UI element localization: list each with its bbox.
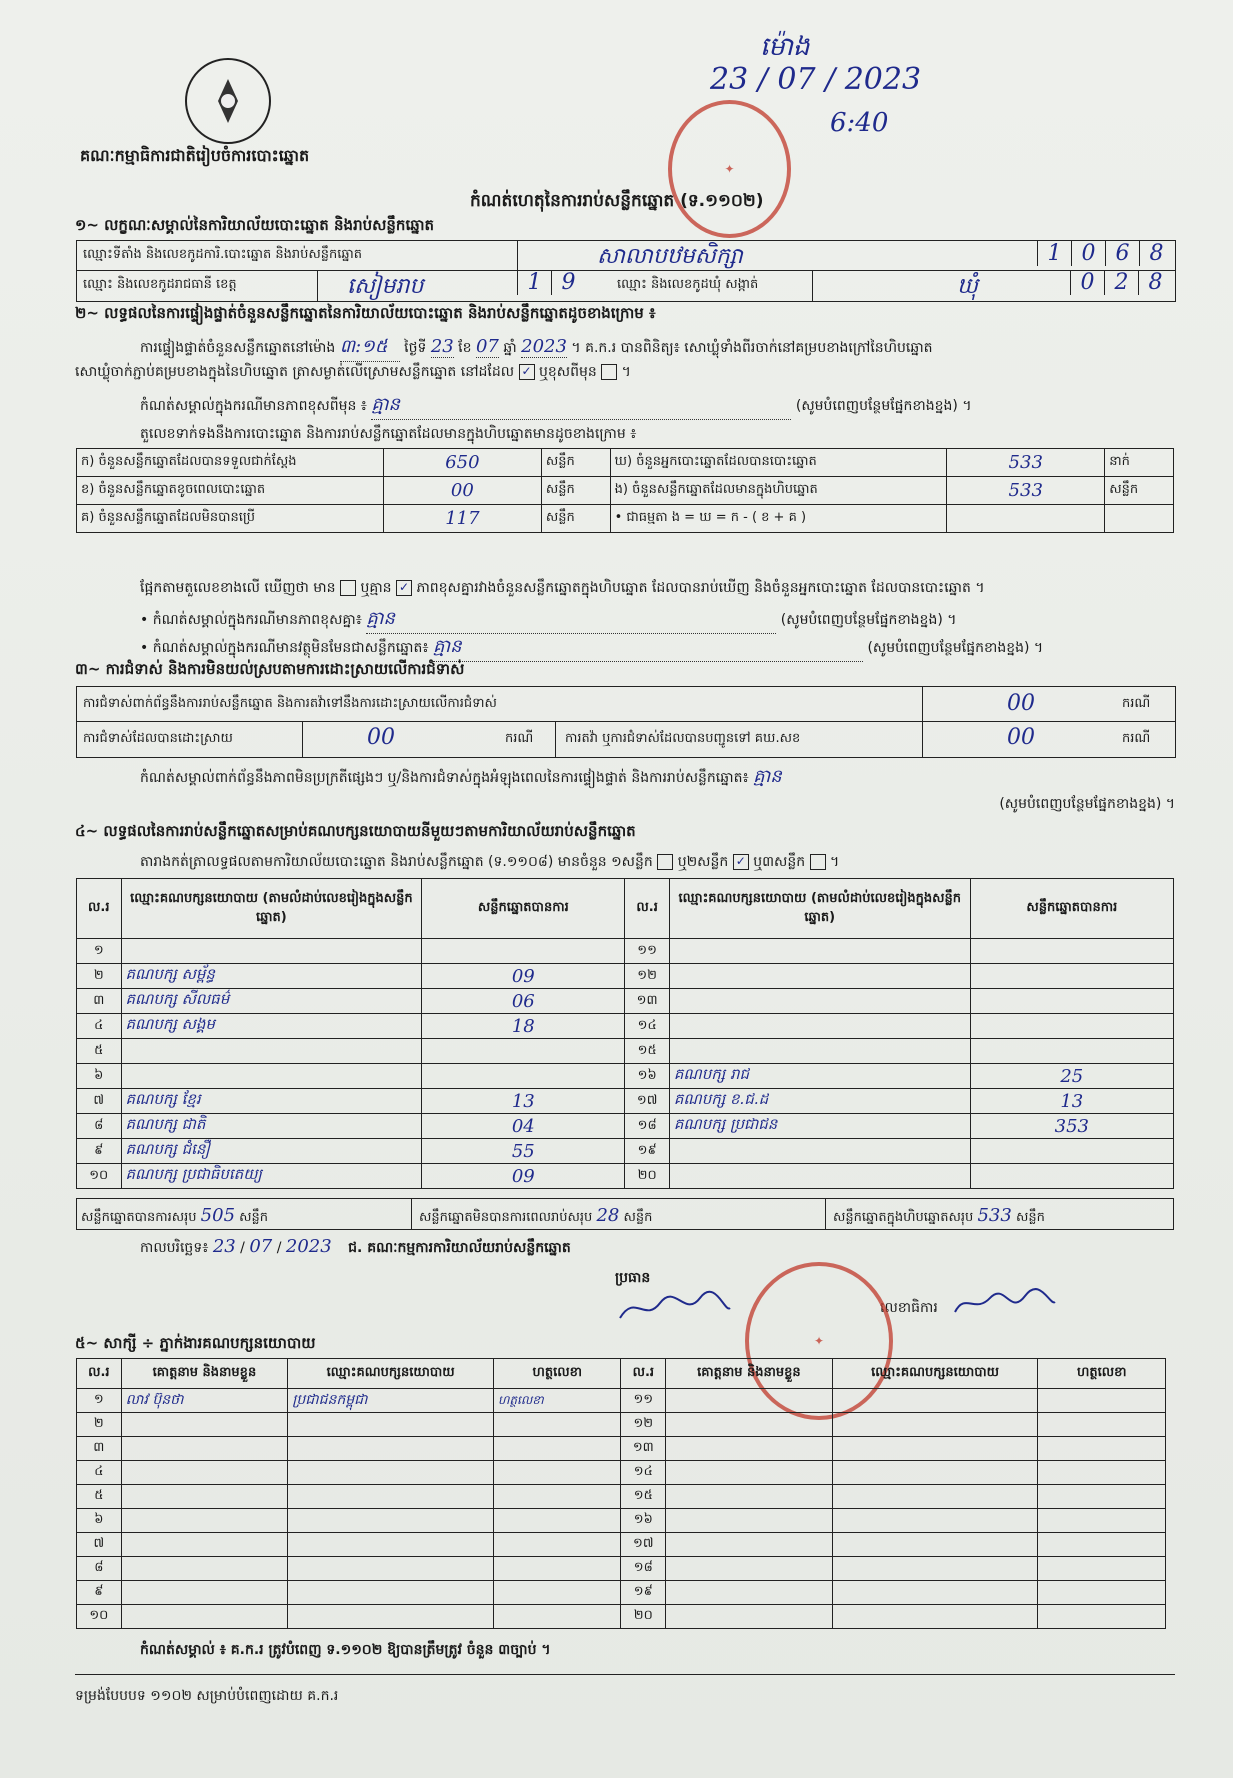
- s4-table-row: ៧ គណបក្ស ខ្មែរ 13 ១៧ គណបក្ស ខ.ជ.ដ 13: [77, 1089, 1174, 1114]
- has-diff-checkbox[interactable]: [340, 580, 356, 596]
- s3-box: ការជំទាស់ពាក់ព័ន្ធនឹងការរាប់សន្លឹកឆ្នោត និងការតវ៉ាទៅនឹងការដោះស្រាយលើការជំទាស់ 00 ករណី ការជំទាស់ដែលបានដោះស្រាយ 00 ករណី ការតវ៉ា ឬការជំទាស់ដែលបានបញ្ជូនទៅ គឃ.សខ 00 ករណី: [76, 686, 1176, 758]
- s5-table-row: ១ លាវ ប៊ុនថា ប្រជាជនកម្ពុជា ហត្ថលេខា ១១: [77, 1389, 1166, 1413]
- signature-icon: [615, 1288, 735, 1328]
- s3-row2-value2: 00: [1007, 725, 1035, 750]
- s1-row1-label: ឈ្មោះទីតាំង និងលេខកូដការិ.បោះឆ្នោត និងរាប់សន្លឹកឆ្នោត: [83, 247, 362, 262]
- section1-heading: ១~ លក្ខណៈសម្គាល់នៃការិយាល័យបោះឆ្នោត និងរាប់សន្លឹកឆ្នោត: [75, 216, 435, 234]
- s1-row2-label: ឈ្មោះ និងលេខកូដរាជធានី ខេត្ត: [83, 277, 237, 292]
- s3-row1-label: ការជំទាស់ពាក់ព័ន្ធនឹងការរាប់សន្លឹកឆ្នោត និងការតវ៉ាទៅនឹងការដោះស្រាយលើការជំទាស់: [83, 696, 497, 711]
- s2-day: 23: [430, 336, 454, 357]
- s4-table-row: ៩ គណបក្ស ជំនឿ 55 ១៩: [77, 1139, 1174, 1164]
- s1-row2-label2: ឈ្មោះ និងលេខកូដឃុំ សង្កាត់: [617, 277, 759, 292]
- s5-table-row: ៩ ១៩: [77, 1581, 1166, 1605]
- s4-table-row: ៤ គណបក្ស សង្គម 18 ១៤: [77, 1014, 1174, 1039]
- s2-note1: កំណត់សម្គាល់ក្នុងករណីមានភាពខុសពីមុន ៖ គ្មាន (សូមបំពេញបន្ថែមផ្នែកខាងខ្នង) ។: [140, 392, 972, 420]
- chair-signature: [615, 1288, 735, 1328]
- s4-table-row: ៣ គណបក្ស សីលធម៌ 06 ១៣: [77, 989, 1174, 1014]
- chair-label: ប្រធាន: [615, 1270, 651, 1286]
- footer-note: កំណត់សម្គាល់ ៖ គ.ក.រ ត្រូវបំពេញ ទ.១១០២ ឱ្យបានត្រឹមត្រូវ ចំនួន ៣ច្បាប់ ។: [140, 1642, 551, 1658]
- s4-intro: តារាងកត់ត្រាលទ្ធផលតាមការិយាល័យបោះឆ្នោត និងរាប់សន្លឹកឆ្នោត (ទ.១១០៨) មានចំនួន ១សន្លឹក ឬ២សន្លឹក ✓ ឬ៣សន្លឹក ។: [140, 854, 840, 870]
- nec-logo: [185, 58, 271, 144]
- s4-results-table: ល.រ ឈ្មោះគណបក្សនយោបាយ (តាមលំដាប់លេខរៀងក្នុងសន្លឹកឆ្នោត) សន្លឹកឆ្នោតបានការ ល.រ ឈ្មោះគណបក្សនយោបាយ (តាមលំដាប់លេខរៀងក្នុងសន្លឹកឆ្នោត) សន្លឹកឆ្នោតបានការ ១ ១១ ២ គណបក្ស សម្ព័ន្ធ 09 ១២ ៣ គណបក្ស សីលធម៌ 06 ១៣ ៤ គណបក្ស សង្គម 18 ១៤ ៥ ១៥ ៦ ១៦ គណបក្ស រាជ 25 ៧ គណបក្ស ខ្មែរ 13 ១៧ គណបក្ស ខ.ជ.ដ 13 ៨ គណបក្ស ជាតិ 04 ១៨ គណបក្ស ប្រជាជន 353 ៩ គណបក្ស ជំនឿ 55 ១៩ ១០ គណបក្ស ប្រជាធិបតេយ្យ 09 ២០: [76, 878, 1174, 1189]
- s2-year: 2023: [521, 336, 567, 357]
- section2-heading: ២~ លទ្ធផលនៃការផ្ទៀងផ្ទាត់ចំនួនសន្លឹកឆ្នោតនៃការិយាល័យបោះឆ្នោត និងរាប់សន្លឹកឆ្នោតដូចខាងក្រោម ៖: [75, 304, 656, 322]
- s4-table-row: ១០ គណបក្ស ប្រជាធិបតេយ្យ 09 ២០: [77, 1164, 1174, 1189]
- s3-row1-value: 00: [1007, 691, 1035, 716]
- s1-row2-value: សៀមរាប: [347, 274, 424, 299]
- secretary-signature: [950, 1284, 1060, 1328]
- s1-row2-value2: ឃុំ: [957, 274, 978, 299]
- s2-note2: • កំណត់សម្គាល់ក្នុងករណីមានភាពខុសគ្នា៖ គ្មាន (សូមបំពេញបន្ថែមផ្នែកខាងខ្នង) ។: [140, 606, 956, 634]
- total-in-box: 533: [977, 1205, 1012, 1226]
- s4-table-row: ៨ គណបក្ស ជាតិ 04 ១៨ គណបក្ស ប្រជាជន 353: [77, 1114, 1174, 1139]
- official-stamp-top: ✦: [668, 100, 791, 238]
- s3-note: កំណត់សម្គាល់ពាក់ព័ន្ធនឹងភាពមិនប្រក្រតីផ្សេងៗ ឬ/និងការជំទាស់ក្នុងអំឡុងពេលនៃការផ្ទៀងផ្ទាត់ និងការរាប់សន្លឹកឆ្នោត៖ គ្មាន: [140, 766, 782, 787]
- signature-icon: [950, 1284, 1060, 1328]
- s4-totals: សន្លឹកឆ្នោតបានការសរុប 505 សន្លឹក សន្លឹកឆ្នោតមិនបានការពេលរាប់សរុប 28 សន្លឹក សន្លឹកឆ្នោតក្នុងហិបឆ្នោតសរុប 533 សន្លឹក: [76, 1198, 1174, 1230]
- hand-top-note: ម៉ោង: [760, 32, 810, 62]
- s1-row1-value: សាលាបឋមសិក្សា: [597, 244, 743, 269]
- s3-row2-label2: ការតវ៉ា ឬការជំទាស់ដែលបានបញ្ជូនទៅ គឃ.សខ: [565, 731, 801, 746]
- s4-table-row: ៥ ១៥: [77, 1039, 1174, 1064]
- section3-heading: ៣~ ការជំទាស់ និងការមិនយល់ស្របតាមការដោះស្រាយលើការជំទាស់: [75, 660, 465, 678]
- s2-count-row: ក) ចំនួនសន្លឹកឆ្នោតដែលបានទទួលជាក់ស្តែង 650 សន្លឹក ឃ) ចំនួនអ្នកបោះឆ្នោតដែលបានបោះឆ្នោត 533 នាក់: [77, 449, 1174, 477]
- section1-box: [76, 240, 1176, 302]
- s5-table-row: ៧ ១៧: [77, 1533, 1166, 1557]
- official-stamp-bottom: ✦: [745, 1262, 893, 1420]
- s1-row1-code: 1 0 6 8: [1037, 241, 1173, 270]
- emblem-icon: [198, 71, 258, 131]
- one-sheet-checkbox[interactable]: [657, 854, 673, 870]
- org-name: គណៈកម្មាធិការជាតិរៀបចំការបោះឆ្នោត: [80, 146, 310, 165]
- s5-table-row: ៣ ១៣: [77, 1437, 1166, 1461]
- s5-table-row: ២ ១២: [77, 1413, 1166, 1437]
- secretary-label: លេខាធិការ: [880, 1300, 938, 1316]
- form-title: កំណត់ហេតុនៃការរាប់សន្លឹកឆ្នោត (ទ.១១០២): [470, 191, 764, 211]
- s2-intro: តួលេខទាក់ទងនឹងការបោះឆ្នោត និងការរាប់សន្លឹកឆ្នោតដែលមានក្នុងហិបឆ្នោតមានដូចខាងក្រោម ៖: [140, 426, 637, 442]
- s5-table-row: ១០ ២០: [77, 1605, 1166, 1629]
- s2-counts-table: [76, 448, 1174, 533]
- s4-table-row: ១ ១១: [77, 939, 1174, 964]
- different-checkbox[interactable]: [601, 364, 617, 380]
- total-valid: 505: [200, 1205, 236, 1226]
- s1-row2-code2: 0 2 8: [1070, 270, 1172, 301]
- s2-line2: សោឃ្លុំចាក់ភ្ជាប់គម្របខាងក្នុងនៃហិបឆ្នោត ត្រាសម្ងាត់លើស្រោមសន្លឹកឆ្នោត នៅដដែល ✓ ឬខុសពីមុន ។: [75, 364, 631, 380]
- section5-heading: ៥~ សាក្សី ÷ ភ្នាក់ងារគណបក្សនយោបាយ: [75, 1334, 316, 1352]
- s2-line1: ការផ្ទៀងផ្ទាត់ចំនួនសន្លឹកឆ្នោតនៅម៉ោង ៣:១៥ ថ្ងៃទី 23 ខែ 07 ឆ្នាំ 2023 ។ គ.ក.រ បានពិនិត្យ៖ សោឃ្លុំទាំងពីរចាក់នៅគម្របខាងក្រៅនៃហិបឆ្នោត: [140, 334, 933, 362]
- s3-row2-label: ការជំទាស់ដែលបានដោះស្រាយ: [83, 731, 233, 746]
- s2-line3: ផ្អែកតាមតួលេខខាងលើ ឃើញថា មាន ឬគ្មាន ✓ ភាពខុសគ្នារវាងចំនួនសន្លឹកឆ្នោតក្នុងហិបឆ្នោត ដែលបានរាប់ឃើញ និងចំនួនអ្នកបោះឆ្នោត ដែលបានបោះឆ្នោត ។: [140, 580, 985, 596]
- s2-count-row: គ) ចំនួនសន្លឹកឆ្នោតដែលមិនបានប្រើ 117 សន្លឹក • ជាធម្មតា ង = ឃ = ក - ( ខ + គ ): [77, 505, 1174, 533]
- s4-table-row: ៦ ១៦ គណបក្ស រាជ 25: [77, 1064, 1174, 1089]
- s3-note-line: (សូមបំពេញបន្ថែមផ្នែកខាងខ្នង) ។: [999, 796, 1175, 812]
- s2-month: 07: [475, 336, 499, 357]
- s5-table-row: ៦ ១៦: [77, 1509, 1166, 1533]
- s5-table-row: ៨ ១៨: [77, 1557, 1166, 1581]
- three-sheets-checkbox[interactable]: [810, 854, 826, 870]
- same-checkbox[interactable]: ✓: [519, 364, 535, 380]
- s3-row2-value: 00: [367, 725, 395, 750]
- s5-table-row: ៥ ១៥: [77, 1485, 1166, 1509]
- s4-date-line: កាលបរិច្ឆេទ៖ 23 / 07 / 2023 ជ. គណៈកម្មការការិយាល័យរាប់សន្លឹកឆ្នោត: [140, 1236, 571, 1257]
- footer-form: ទម្រង់បែបបទ ១១០២ សម្រាប់បំពេញដោយ គ.ក.រ: [75, 1688, 339, 1704]
- s2-note3: • កំណត់សម្គាល់ក្នុងករណីមានវត្ថុមិនមែនជាសន្លឹកឆ្នោត៖ គ្មាន (សូមបំពេញបន្ថែមផ្នែកខាងខ្នង) ។: [140, 634, 1043, 662]
- s5-witness-table: ល.រ គោត្តនាម និងនាមខ្លួន ឈ្មោះគណបក្សនយោបាយ ហត្ថលេខា ល.រ គោត្តនាម និងនាមខ្លួន ឈ្មោះគណបក្សនយោបាយ ហត្ថលេខា ១ លាវ ប៊ុនថា ប្រជាជនកម្ពុជា ហត្ថលេខា ១១ ២ ១២ ៣ ១៣ ៤ ១៤ ៥ ១៥ ៦ ១៦ ៧ ១៧ ៨ ១៨ ៩ ១៩ ១០ ២០: [76, 1358, 1166, 1629]
- section4-heading: ៤~ លទ្ធផលនៃការរាប់សន្លឹកឆ្នោតសម្រាប់គណបក្សនយោបាយនីមួយៗតាមការិយាល័យរាប់សន្លឹកឆ្នោត: [75, 822, 636, 840]
- s5-table-row: ៤ ១៤: [77, 1461, 1166, 1485]
- two-sheets-checkbox[interactable]: ✓: [733, 854, 749, 870]
- s1-row2-code: 1 9: [517, 270, 585, 301]
- s4-table-row: ២ គណបក្ស សម្ព័ន្ធ 09 ១២: [77, 964, 1174, 989]
- total-invalid: 28: [596, 1205, 620, 1226]
- hand-date: 23 / 07 / 2023: [710, 62, 922, 97]
- s2-time: ៣:១៥: [340, 334, 400, 362]
- hand-time: 6:40: [830, 108, 889, 138]
- s2-count-row: ខ) ចំនួនសន្លឹកឆ្នោតខូចពេលបោះឆ្នោត 00 សន្លឹក ង) ចំនួនសន្លឹកឆ្នោតដែលមានក្នុងហិបឆ្នោត 533 សន្លឹក: [77, 477, 1174, 505]
- no-diff-checkbox[interactable]: ✓: [396, 580, 412, 596]
